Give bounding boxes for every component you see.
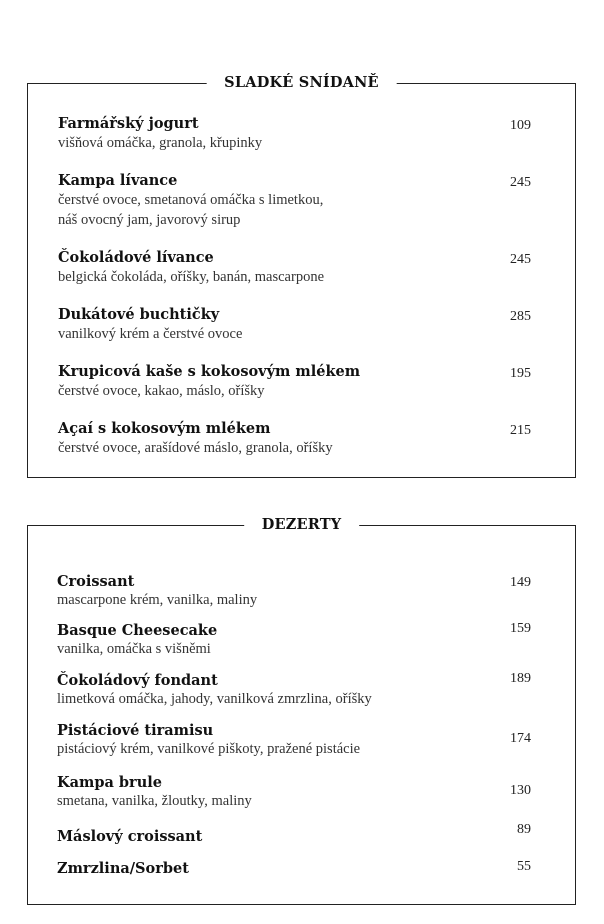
item-price: 189: [510, 671, 531, 686]
item-name: Basque Cheesecake: [57, 622, 218, 639]
item-description: čerstvé ovoce, smetanová omáčka s limetkou, náš ovocný jam, javorový sirup: [58, 192, 324, 228]
item-name: Dukátové buchtičky: [58, 306, 220, 323]
item-price: 245: [510, 252, 531, 267]
section-sladke-snidane: [27, 74, 576, 478]
menu-item: [57, 572, 531, 609]
item-price: 55: [517, 859, 531, 874]
menu-item: [57, 721, 531, 758]
item-name: Farmářský jogurt: [58, 115, 199, 132]
item-name: Máslový croissant: [57, 828, 203, 845]
item-description: mascarpone krém, vanilka, maliny: [57, 592, 258, 608]
menu-item: [57, 621, 531, 658]
menu-item: [57, 773, 531, 810]
item-price: 215: [510, 423, 531, 438]
menu-item: [58, 305, 531, 344]
section-dezerty: [27, 516, 576, 905]
item-description: vanilka, omáčka s višněmi: [57, 641, 211, 657]
item-description: smetana, vanilka, žloutky, maliny: [57, 793, 252, 809]
item-price: 159: [510, 621, 531, 636]
menu-item: [57, 859, 531, 878]
item-name: Açaí s kokosovým mlékem: [58, 420, 271, 437]
item-price: 149: [510, 575, 531, 590]
item-name: Kampa lívance: [58, 172, 178, 189]
item-price: 285: [510, 309, 531, 324]
item-description: limetková omáčka, jahody, vanilková zmrzlina, oříšky: [57, 691, 372, 707]
item-description: vanilkový krém a čerstvé ovoce: [58, 326, 243, 342]
menu-item: [58, 171, 531, 230]
menu-item: [58, 419, 531, 458]
item-description: čerstvé ovoce, arašídové máslo, granola, oříšky: [58, 440, 333, 456]
item-name: Croissant: [57, 573, 135, 590]
menu-item: [57, 822, 531, 846]
section-title: SLADKÉ SNÍDANĚ: [206, 73, 397, 93]
item-name: Kampa brule: [57, 774, 162, 791]
item-name: Krupicová kaše s kokosovým mlékem: [58, 363, 361, 380]
menu-item: [58, 114, 531, 153]
item-price: 109: [510, 118, 531, 133]
item-price: 195: [510, 366, 531, 381]
section-title: DEZERTY: [244, 515, 360, 535]
item-name: Čokoládové lívance: [58, 249, 214, 266]
item-description: višňová omáčka, granola, křupinky: [58, 135, 263, 151]
item-name: Pistáciové tiramisu: [57, 722, 214, 739]
item-price: 245: [510, 175, 531, 190]
menu-item: [57, 671, 531, 708]
item-description: čerstvé ovoce, kakao, máslo, oříšky: [58, 383, 265, 399]
menu-item: [58, 362, 531, 401]
item-price: 89: [517, 822, 531, 837]
item-description: pistáciový krém, vanilkové piškoty, pražené pistácie: [57, 741, 361, 757]
item-description: belgická čokoláda, oříšky, banán, mascarpone: [58, 269, 324, 285]
item-price: 130: [510, 783, 531, 798]
item-name: Zmrzlina/Sorbet: [57, 860, 189, 877]
menu-item: [58, 248, 531, 287]
item-price: 174: [510, 731, 531, 746]
item-name: Čokoládový fondant: [57, 672, 218, 689]
